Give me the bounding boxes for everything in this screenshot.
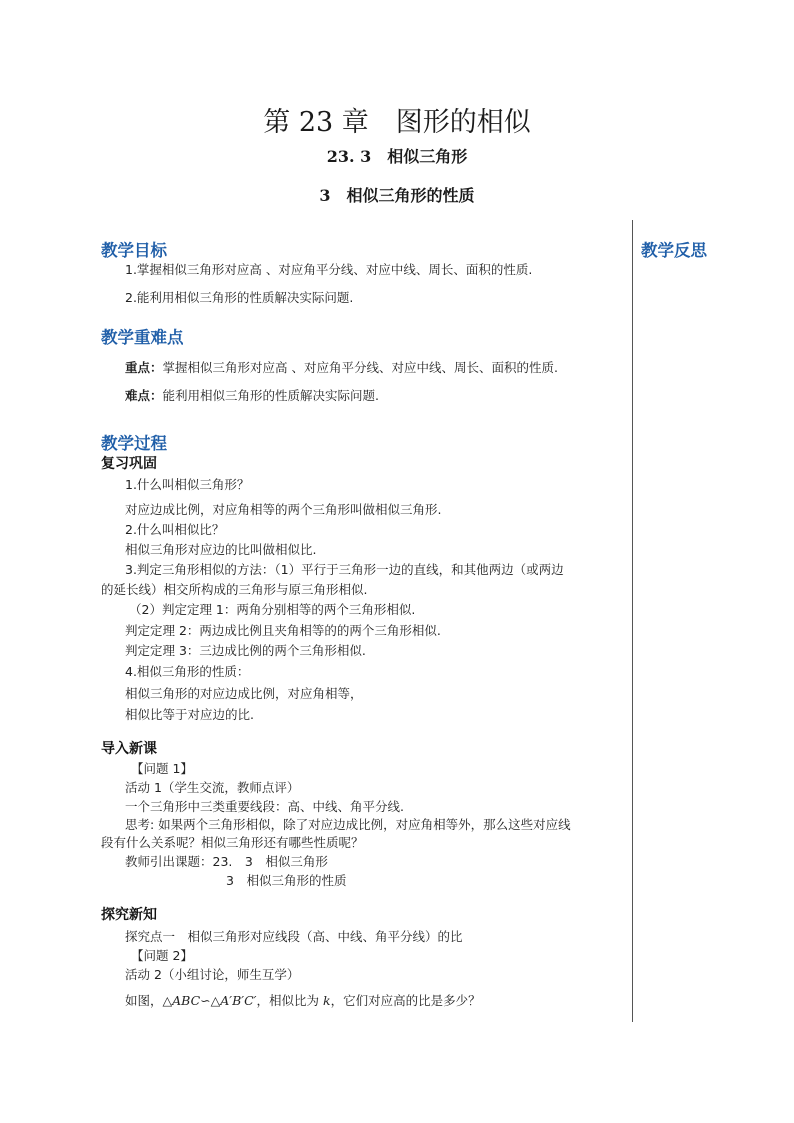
review-line: 2.什么叫相似比？ <box>125 522 225 537</box>
difficulty-label: 难点： <box>125 388 163 403</box>
explore-line: 活动 2（小组讨论，师生互学） <box>125 967 300 982</box>
review-line: 相似三角形对应边的比叫做相似比. <box>125 542 317 557</box>
intro-line: 思考: 如果两个三角形相似，除了对应边成比例，对应角相等外，那么这些对应线 <box>125 817 571 832</box>
key-text: 掌握相似三角形对应高 、对应角平分线、对应中线、周长、面积的性质. <box>162 360 558 375</box>
question-middle: ，相似比为 <box>256 993 324 1008</box>
review-line: 的延长线）相交所构成的三角形与原三角形相似. <box>101 582 368 597</box>
section-title: 23. 3 相似三角形 <box>326 147 468 166</box>
subsection-title: 3 相似三角形的性质 <box>319 186 475 205</box>
reflection-heading: 教学反思 <box>641 241 707 260</box>
explore-question <box>125 991 481 1009</box>
review-line: 判定定理 2：两边成比例且夹角相等的的两个三角形相似. <box>125 623 441 638</box>
column-divider <box>632 220 633 1022</box>
explore-heading: 探究新知 <box>101 907 157 923</box>
explore-line: 探究点一 相似三角形对应线段（高、中线、角平分线）的比 <box>125 929 463 944</box>
review-line: 3.判定三角形相似的方法：（1）平行于三角形一边的直线，和其他两边（或两边 <box>125 562 564 577</box>
question-suffix: ，它们对应高的比是多少？ <box>330 993 481 1008</box>
keypoints-heading: 教学重难点 <box>101 328 184 347</box>
review-line: 相似三角形的对应边成比例，对应角相等， <box>125 686 363 701</box>
ratio-variable: k <box>323 993 331 1008</box>
difficulty-text: 能利用相似三角形的性质解决实际问题. <box>162 388 379 403</box>
intro-line: 一个三角形中三类重要线段：高、中线、角平分线. <box>125 799 404 814</box>
intro-heading: 导入新课 <box>101 741 157 757</box>
goals-heading: 教学目标 <box>101 241 167 260</box>
review-line: 对应边成比例，对应角相等的两个三角形叫做相似三角形. <box>125 502 442 517</box>
review-line: （2）判定定理 1：两角分别相等的两个三角形相似. <box>129 602 416 617</box>
key-point <box>125 358 558 376</box>
intro-line: 活动 1（学生交流，教师点评） <box>125 780 300 795</box>
review-heading: 复习巩固 <box>101 456 157 472</box>
review-line: 1.什么叫相似三角形？ <box>125 477 250 492</box>
question-prefix: 如图， <box>125 993 163 1008</box>
goal-item: 1.掌握相似三角形对应高 、对应角平分线、对应中线、周长、面积的性质. <box>125 262 533 277</box>
intro-line: 段有什么关系呢？相似三角形还有哪些性质呢？ <box>101 835 364 850</box>
intro-line: 教师引出课题：23. 3 相似三角形 <box>125 854 328 869</box>
difficulty-point <box>125 386 379 404</box>
key-label: 重点： <box>125 360 163 375</box>
review-line: 4.相似三角形的性质： <box>125 664 250 679</box>
review-line: 判定定理 3：三边成比例的两个三角形相似. <box>125 643 366 658</box>
explore-line: 【问题 2】 <box>131 948 193 963</box>
process-heading: 教学过程 <box>101 434 167 453</box>
triangle-expression: △ABC∽△A′B′C′ <box>162 993 257 1008</box>
chapter-title: 第 23 章 图形的相似 <box>263 107 531 138</box>
intro-line: 3 相似三角形的性质 <box>226 873 347 888</box>
goal-item: 2.能利用相似三角形的性质解决实际问题. <box>125 290 354 305</box>
review-line: 相似比等于对应边的比. <box>125 707 254 722</box>
intro-line: 【问题 1】 <box>131 761 193 776</box>
